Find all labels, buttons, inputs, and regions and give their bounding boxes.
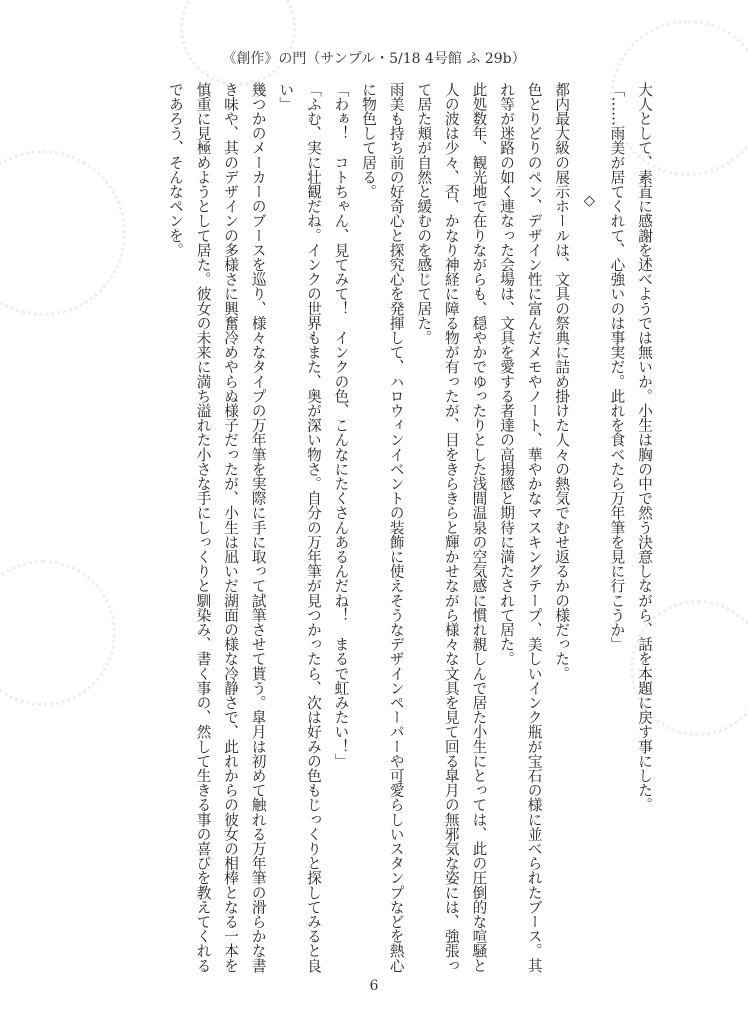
paragraph: 此処数年、観光地で在りながらも、穏やかでゆったりとした浅間温泉の空気感に慣れ親しんで居た小生にとっては、此の圧倒的な喧騒と人の波は少々、否、かなり神経に障る物が有ったが、目をきらきらと輝かせながら様々な文具を見て回る皐月の無邪気な姿には、強張って居た頬が自然と緩むのを感じて居た。	[415, 82, 488, 973]
running-header: 《創作》の門（サンプル・5/18 4号館 ふ 29b）	[222, 51, 526, 67]
paragraph: 「……雨美が居てくれて、心強いのは事実だ。此れを食べたら万年筆を見に行こうか」	[608, 82, 626, 652]
dialogue-line: 「ふむ、実に壮観だね。インクの世界もまた、奥が深い物さ。自分の万年筆が見つかったら、次は好みの色もじっくりと探してみると良い」	[277, 82, 322, 973]
paragraph: 都内最大級の展示ホールは、文具の祭典に詰め掛けた人々の熱気でむせ返るかの様だった。	[553, 82, 571, 681]
paragraph: 雨美も持ち前の好奇心と探究心を発揮して、ハロウィンイベントの装飾に使えそうなデザインペーパーや可愛らしいスタンプなどを熱心に物色して居る。	[360, 82, 405, 973]
section-break: ◇	[580, 192, 598, 209]
paragraph: 幾つかのメーカーのブースを巡り、様々なタイプの万年筆を実際に手に取って試筆させて貰う。皐月は初めて触れる万年筆の滑らかな書き味や、其のデザインの多様さに興奮冷めやらぬ様子だったが、小生は凪いだ湖面の様な冷静さで、此れからの彼女の相棒となる一本を慎重に見極めようとして居た。彼女の未来に満ち溢れた小さな手にしっくりと馴染み、書く事の、然して生きる事の喜びを教えてくれるであろう、そんなペンを。	[166, 82, 267, 973]
background-decoration	[180, 0, 296, 86]
paragraph: 大人として、素直に感謝を述べようでは無いか。小生は胸の中で然う決意しながら、話を本題に戻す事にした。	[636, 82, 653, 812]
paragraph: 色とりどりのペン、デザイン性に富んだメモやノート、華やかなマスキングテープ、美しいインク瓶が宝石の様に並べられたブース。其れ等が迷路の如く連なった会場は、文具を愛する者達の高揚感と期待に満たされて居た。	[498, 82, 543, 973]
body-text	[78, 82, 658, 982]
page-number: 6	[369, 978, 379, 994]
dialogue-line: 「わぁ！ コトちゃん、見てみて！ インクの色、こんなにたくさんあるんだね！ まるで虹みたい！」	[332, 82, 350, 769]
